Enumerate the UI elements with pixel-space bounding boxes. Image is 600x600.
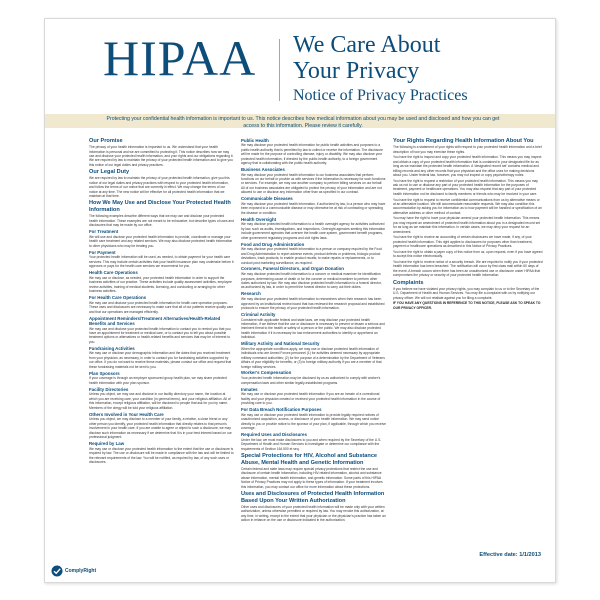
section-paragraph: Your protected health information will be used, as needed, to obtain payment for your health care services. This may include certain activities that your health insurance plan may undertake before it approves or pays for the health care services we recommend for you. xyxy=(89,255,234,269)
section-heading: Fundraising Activities xyxy=(89,345,135,351)
tagline-line-1: We Care About xyxy=(293,32,441,58)
section-heading: Our Legal Duty xyxy=(89,169,130,176)
section-paragraph: You have the right to inspect and copy your protected health information. This means you may inspect and obtain a copy of your protected health information that is contained in your designated file for as long as we maintain the protected health information. A 'designated record set' contains medical and billing records and any other records that your physician and the office uses for making decisions about you. Under federal law, however, you may not inspect or copy psychotherapy notes. xyxy=(393,155,542,177)
section-paragraph: We are required by law to maintain the privacy of your protected health information, give you this notice of our legal duties and privacy practices with respect to your protected health information, and follow the terms of our notice that are currently in effect. We may change the terms of our notice at any time. The new notice will be effective for all protected health information that we maintain at that time. xyxy=(89,176,230,199)
section-paragraph: You have the right to receive notice of a security breach. We are required to notify you if your protected health information has been breached. The notification will occur by first class mail within 60 days of the event. A breach occurs when there has been an unauthorized use or disclosure under HIPAA that compromises the privacy or security of your protected health information. xyxy=(393,260,543,278)
section-paragraph: Unless you object, we may use and disclose in our facility directory your name, the location at which you are receiving care, your condition (in general terms), and your religious affiliation. All of this information, except religious affiliation, will be disclosed to people that ask for you by name. Members of the clergy will be told your religious affiliation. xyxy=(89,392,231,410)
section-heading: Required by Law xyxy=(89,440,125,446)
section-heading: For Data Breach Notification Purposes xyxy=(241,407,322,413)
section-paragraph: When the appropriate conditions apply, we may use or disclose protected health information of individuals who are Armed Forces personnel (1) for activities deemed necessary by appropriate military command authorities; (2) for the purpose of a determination by the Department of Veterans Affairs of your eligibility for benefits, or (3) to foreign military authority if you are a member of that foreign military services. xyxy=(241,346,385,369)
section-paragraph: We may disclose your protected health information for public health activities and purposes to a public health authority that is permitted by law to collect or receive the information. The disclosure will be made for the purpose of controlling disease, injury or disability. We may also disclose your protected health information, if directed by the public health authority, to a foreign government agency that is collaborating with the public health authority. xyxy=(241,143,383,165)
section-paragraph: We may use or disclose your demographic information and the dates that you received treatment from your physician, as necessary, in order to contact you for fundraising activities supported by our office. If you do not want to receive these materials, please contact our office and request that these fundraising materials not be sent to you. xyxy=(89,351,232,369)
section-paragraph: We may use and disclose your protected health information for health care operation purposes. These uses and disclosures are necessary to make sure that all of our patients receive quality care and that our operations are managed efficiently. xyxy=(89,300,234,314)
section-heading: Uses and Disclosures of Protected Health Information Based Upon Your Written Authorization xyxy=(241,490,385,504)
section-paragraph: You have the right to obtain a paper copy of this notice from us, upon request, even if you have agreed to accept this notice electronically. xyxy=(393,249,543,259)
section-heading: Worker's Compensation xyxy=(241,370,292,376)
section-paragraph: We may use or disclose, as needed, your protected health information in order to support the business activities of our practice. These activities include quality assessment activities, employee review activities, training of medical students, licensing, and conducting or arranging for other business activities. xyxy=(89,275,232,294)
section-heading: Research xyxy=(241,291,261,297)
poster-header xyxy=(45,19,555,114)
notice-column-3 xyxy=(393,136,543,552)
brand-name: ComplyRight xyxy=(65,568,97,574)
section-heading: Public Health xyxy=(241,137,269,143)
notice-columns xyxy=(85,136,545,554)
section-heading: For Treatment xyxy=(89,229,119,235)
checkmark-logo-icon xyxy=(51,565,63,577)
section-heading: Appointment Reminders/Treatment Alternatives/Health-Related Benefits and Services xyxy=(89,315,221,326)
section-heading: Your Rights Regarding Health Information About You xyxy=(393,138,534,144)
tagline-line-2: Your Privacy xyxy=(293,57,420,84)
section-paragraph: We may disclose your protected health information, if authorized by law, to a person who may have been exposed to a communicable disease or may otherwise be at risk of contracting or spreading the disease or condition. xyxy=(241,201,386,215)
section-paragraph: Unless you object, we may disclose to a member of your family, a relative, a close friend or any other person you identify, your protected health information that directly relates to that person's involvement in your health care. If you are unable to agree or object to such a disclosure, we may disclose such information as necessary if we determine that it is in your best interest based on our professional judgment. xyxy=(89,417,232,439)
section-paragraph: We may disclose your protected health information to researchers when their research has been approved by an institutional review board that has reviewed the research proposal and established protocols to ensure the privacy of your protected health information. xyxy=(241,297,385,310)
section-paragraph: We may use and disclose your protected health information to contact you to remind you that you have an appointment for treatment or medical care, or to contact you to tell you about possible treatment options or alternatives or health-related benefits and services that may be of interest to you. xyxy=(89,326,231,344)
section-paragraph: You have the right to request to receive confidential communications from us by alternative means or at an alternative location. We will accommodate reasonable requests. We may also condition this accommodation by asking you for information as to how payment will be handled or specification of an alternative address or other method of contact. xyxy=(393,197,542,215)
hipaa-title: HIPAA xyxy=(103,30,257,86)
effective-date: Effective date: 1/1/2013 xyxy=(479,552,541,558)
section-paragraph: The privacy of your health information is important to us. We understand that your health information is personal and we are committed to protecting it. This notice describes how we may use and disclose your protected health information, and your rights and our obligations regarding it. We are required by law to maintain the privacy of your protected health information and to give you this notice of our legal duties and privacy practices. xyxy=(89,145,234,167)
section-paragraph: You have the right to receive an accounting of certain disclosures we have made, if any, of your protected health information. This right applies to disclosures for purposes other than treatment, payment or healthcare operations as described in this Notice of Privacy Practices. xyxy=(393,235,533,249)
notice-column-1 xyxy=(89,136,234,552)
section-paragraph: We may disclose protected health information to a coroner or medical examiner for identification purposes, determining cause of death or for the coroner or medical examiner to perform other duties authorized by law. We may also disclose protected health information to a funeral director, as authorized by law, in order to permit the funeral director to carry out their duties. xyxy=(241,272,382,290)
poster-tagline xyxy=(293,33,468,104)
section-heading: Others Involved in Your Health Care xyxy=(89,411,164,417)
section-paragraph: If you believe we have violated your privacy rights, you may complain to us or to the Secretary of the U.S. Department of Health and Human Services. You may file a complaint with us by notifying our privacy officer. We will not retaliate against you for filing a complaint. xyxy=(393,286,540,300)
section-heading: Coroners, Funeral Directors, and Organ Donation xyxy=(241,266,344,272)
section-heading: Military Activity and National Security xyxy=(241,341,320,347)
section-heading: Plan Sponsors xyxy=(89,370,120,376)
section-paragraph: We may disclose your protected health information to our business associates that perform functions on our behalf or provide us with services if the information is necessary for such functions or services. For example, we may use another company to perform billing services on our behalf. All of our business associates are obligated to protect the privacy of your information and are not allowed to use or disclose any information other than as specified in our contract. xyxy=(241,172,386,195)
section-heading: Health Care Operations xyxy=(89,270,138,276)
section-paragraph: We may use or disclose your protected health information to provide legally required notices of unauthorized acquisition, access, or disclosure of your health information. We may send notice directly to you or provide notice to the sponsor of your plan, if applicable, through which you receive coverage. xyxy=(241,412,386,431)
section-paragraph: The following is a statement of your rights with respect to your protected health information and a brief description of how you may exercise these rights. xyxy=(393,145,542,154)
section-paragraph: The following examples describe different ways that we may use and disclose your protected health information. These examples are not meant to be exhaustive, but describe types of uses and disclosures that may be made by our office. xyxy=(89,214,234,228)
section-heading: Communicable Diseases xyxy=(241,196,293,202)
section-paragraph: Consistent with applicable federal and state laws, we may disclose your protected health information, if we believe that the use or disclosure is necessary to prevent or lessen a serious and imminent threat to the health or safety of a person or the public. We may also disclose protected health information if it is necessary for law enforcement authorities to identify or apprehend an individual. xyxy=(241,317,385,340)
section-paragraph: You have the right to request a restriction of your protected health information. This means you may ask us not to use or disclose any part of your protected health information for the purposes of treatment, payment or healthcare operations. You may also request that any part of your protected health information not be disclosed to family members or friends who may be involved in your care. xyxy=(393,178,538,196)
section-paragraph: IF YOU HAVE ANY QUESTIONS IN REFERENCE TO THIS NOTICE, PLEASE ASK TO SPEAK TO OUR PRIVACY OFFICER. xyxy=(393,301,541,310)
section-heading: For Health Care Operations xyxy=(89,295,147,300)
intro-text: Protecting your confidential health information is important to us. This notice describes how medical information about you may be used and disclosed and how you can get access to this information. Please review it carefully. xyxy=(106,116,500,129)
section-heading: Business Associates xyxy=(241,166,285,172)
section-heading: Criminal Activity xyxy=(241,311,276,317)
section-paragraph: Your protected health information may be disclosed by us as authorized to comply with worker's compensation laws and other similar legally-established programs. xyxy=(241,376,381,385)
section-paragraph: Under the law, we must make disclosures to you and when required by the Secretary of the U.S. Department of Health and Human Services to investigate or determine our compliance with the requirements of Section 164.500 et seq. xyxy=(241,437,382,451)
brand-logo xyxy=(51,565,96,577)
section-heading: Special Protections for HIV, Alcohol and Substance Abuse, Mental Health and Genetic Information xyxy=(241,452,378,466)
privacy-poster xyxy=(44,18,556,583)
section-paragraph: If your coverage is through an employer sponsored group health plan, we may share protected health information with your plan sponsor. xyxy=(89,376,227,385)
notice-column-2 xyxy=(241,136,386,552)
section-paragraph: We may use or disclose your protected health information if you are an inmate of a correctional facility and your physician created or received your protected health information in the course of providing care to you. xyxy=(241,392,381,406)
section-heading: How We May Use and Disclose Your Protected Health Information xyxy=(89,200,231,214)
section-paragraph: You may have the right to have your physician amend your protected health information. This means you may request an amendment of protected health information about you in a designated record set for as long as we maintain this information. In certain cases, we may deny your request for an amendment. xyxy=(393,216,540,234)
section-paragraph: Other uses and disclosures of your protected health information will be made only with your written authorization, unless otherwise permitted or required by law. You may revoke this authorization, at any time, in writing, except to the extent that your physician or the physician's practice has taken an action in reliance on the use or disclosure indicated in the authorization. xyxy=(241,504,386,523)
section-paragraph: We will use and disclose your protected health information to provide, coordinate or manage your health care treatment and any related services. We may also disclose protected health information to other physicians who may be treating you. xyxy=(89,234,233,248)
section-heading: Our Promise xyxy=(89,138,123,144)
section-heading: Health Oversight xyxy=(241,216,277,222)
section-paragraph: We may use or disclose your protected health information to the extent that the use or disclosure is required by law. The use or disclosure will be made in compliance with the law and will be limited to the relevant requirements of the law. You will be notified, as required by law, of any such uses or disclosures. xyxy=(89,446,234,464)
section-heading: Facility Directories xyxy=(89,386,129,392)
section-paragraph: Certain federal and state laws may require special privacy protections that restrict the use and disclosure of certain health information, including HIV-related information, alcohol and substance abuse information, mental health information, and genetic information. Some parts of this HIPAA Notice of Privacy Practices may not apply to these types of information. If your treatment involves this information, you may contact our office for more information about these protections. xyxy=(241,466,383,489)
section-heading: Required Uses and Disclosures xyxy=(241,431,307,437)
section-heading: Inmates xyxy=(241,386,258,392)
section-heading: Food and Drug Administration xyxy=(241,241,305,247)
section-paragraph: We may disclose protected health information to a health oversight agency for activities authorized by law, such as audits, investigations, and inspections. Oversight agencies seeking this information include government agencies that oversee the health care system, government benefit programs, other government regulatory programs and civil rights laws. xyxy=(241,222,386,240)
header-divider xyxy=(279,39,280,101)
section-heading: For Payment xyxy=(89,249,116,255)
section-paragraph: We may disclose your protected health information to a person or company required by the Food and Drug Administration to report adverse events, product defects or problems, biologic product deviations, track products; to enable product recalls; to make repairs or replacements, or to conduct post marketing surveillance, as required. xyxy=(241,247,382,265)
tagline-subtitle: Notice of Privacy Practices xyxy=(293,86,468,104)
section-heading: Complaints xyxy=(393,279,424,286)
